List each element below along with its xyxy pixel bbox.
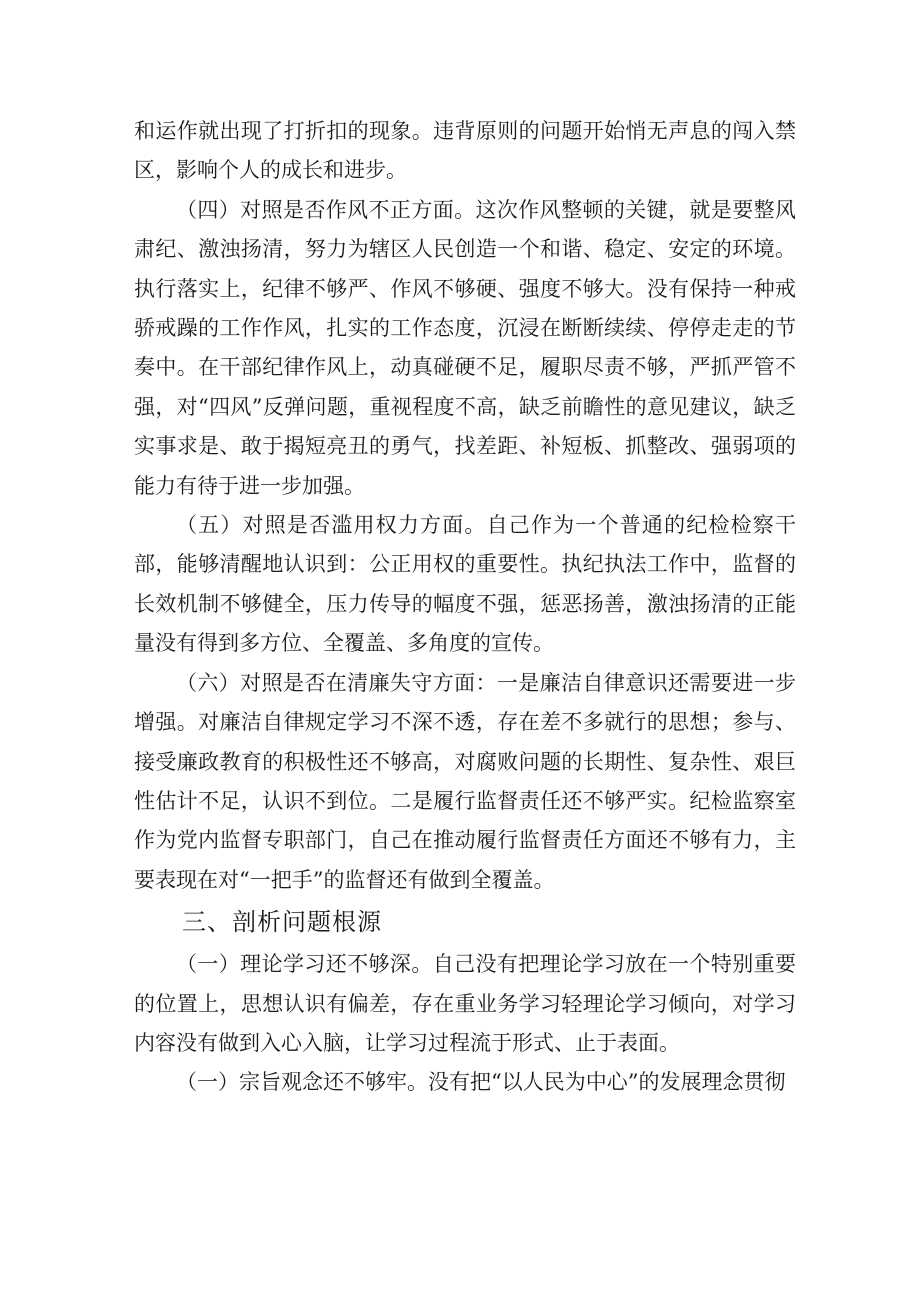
paragraph-section-six: （六）对照是否在清廉失守方面：一是廉洁自律意识还需要进一步增强。对廉洁自律规定学习不深不透，存在差不多就行的思想；参与、接受廉政教育的积极性还不够高，对腐败问题的长期性、复杂性、艰巨性估计不足，认识不到位。二是履行监督责任还不够严实。纪检监察室作为党内监督专职部门，自己在推动履行监督责任方面还不够有力，主要表现在对“一把手”的监督还有做到全覆盖。 xyxy=(134,670,796,892)
paragraph-root-cause-two: （一）宗旨观念还不够牢。没有把“以人民为中心”的发展理念贯彻 xyxy=(176,1070,786,1095)
paragraph-section-five: （五）对照是否滥用权力方面。自己作为一个普通的纪检检察干部，能够清醒地认识到：公正用权的重要性。执纪执法工作中，监督的长效机制不够健全，压力传导的幅度不强，惩恶扬善，激浊扬清的正能量没有得到多方位、全覆盖、多角度的宣传。 xyxy=(134,513,796,656)
paragraph-section-four: （四）对照是否作风不正方面。这次作风整顿的关键，就是要整风肃纪、激浊扬清，努力为辖区人民创造一个和谐、稳定、安定的环境。执行落实上，纪律不够严、作风不够硬、强度不够大。没有保持一种戒骄戒躁的工作作风，扎实的工作态度，沉浸在断断续续、停停走走的节奏中。在干部纪律作风上，动真碰硬不足，履职尽责不够，严抓严管不强，对“四风”反弹问题，重视程度不高，缺乏前瞻性的意见建议，缺乏实事求是、敢于揭短亮丑的勇气，找差距、补短板、抓整改、强弱项的能力有待于进一步加强。 xyxy=(134,197,796,498)
document-body xyxy=(134,112,796,1103)
paragraph-continuation: 和运作就出现了打折扣的现象。违背原则的问题开始悄无声息的闯入禁区，影响个人的成长和进步。 xyxy=(134,119,796,183)
section-heading: 三、剖析问题根源 xyxy=(182,908,382,937)
paragraph-root-cause-one: （一）理论学习还不够深。自己没有把理论学习放在一个特别重要的位置上，思想认识有偏差，存在重业务学习轻理论学习倾向，对学习内容没有做到入心入脑，让学习过程流于形式、止于表面。 xyxy=(134,952,796,1055)
